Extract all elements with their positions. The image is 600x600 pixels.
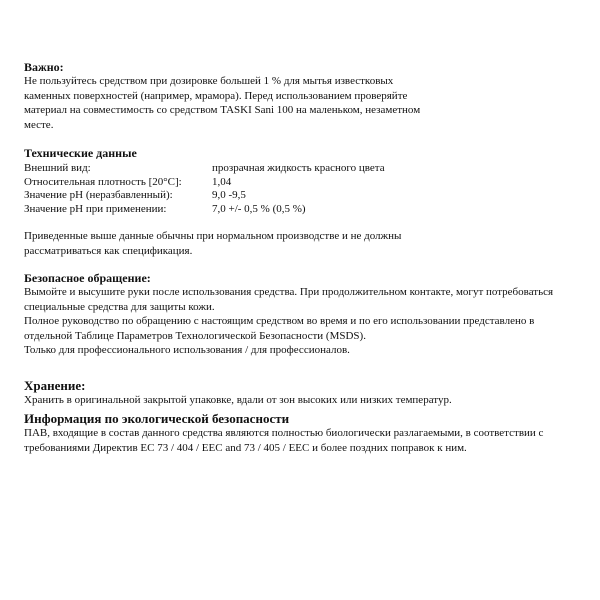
- important-line: Не пользуйтесь средством при дозировке большей 1 % для мытья известковых: [24, 75, 394, 87]
- tech-row: [24, 176, 584, 190]
- ecology-heading: Информация по экологической безопасности: [24, 411, 290, 426]
- tech-row: [24, 162, 584, 176]
- section-technical: [24, 146, 584, 258]
- tech-value: прозрачная жидкость красного цвета: [212, 162, 385, 174]
- tech-row: [24, 189, 584, 203]
- tech-label: Значение pH (неразбавленный):: [24, 189, 173, 201]
- tech-value: 1,04: [212, 175, 232, 188]
- section-safe-handling: [24, 271, 584, 358]
- safe-handling-heading: Безопасное обращение:: [24, 271, 151, 285]
- document-body: [24, 60, 584, 455]
- safe-handling-line: Только для профессионального использования / для профессионалов.: [24, 344, 350, 356]
- tech-value: 7,0 +/- 0,5 % (0,5 %): [212, 202, 306, 215]
- section-storage: [24, 378, 584, 408]
- storage-heading: Хранение:: [24, 377, 86, 393]
- ecology-line: ПАВ, входящие в состав данного средства являются полностью биологически разлагаемыми, в соответствии с: [24, 427, 544, 439]
- technical-note: [24, 229, 584, 258]
- tech-row: [24, 203, 584, 217]
- safe-handling-line: Полное руководство по обращению с настоящим средством во время и по его использовании представлено в: [24, 315, 535, 327]
- ecology-line: требованиями Директив ЕС 73 / 404 / EEC and 73 / 405 / EEC и более поздних поправок к ним.: [24, 441, 467, 454]
- section-important: [24, 60, 584, 132]
- technical-note-line: Приведенные выше данные обычны при нормальном производстве и не должны: [24, 230, 402, 242]
- storage-line: Хранить в оригинальной закрытой упаковке, вдали от зон высоких или низких температур.: [24, 393, 452, 406]
- tech-label: Внешний вид:: [24, 162, 91, 174]
- section-ecology: [24, 411, 584, 455]
- important-line: каменных поверхностей (например, мрамора). Перед использованием проверяйте: [24, 89, 408, 102]
- safe-handling-line: специальные средства для защиты кожи.: [24, 300, 215, 313]
- important-line: материал на совместимость со средством TASKI Sani 100 на маленьком, незаметном: [24, 104, 421, 116]
- tech-label: Относительная плотность [20°C]:: [24, 175, 182, 188]
- tech-label: Значение pH при применении:: [24, 202, 167, 215]
- technical-heading: Технические данные: [24, 146, 137, 160]
- tech-value: 9,0 -9,5: [212, 189, 246, 201]
- technical-note-line: рассматриваться как спецификация.: [24, 244, 193, 257]
- safe-handling-line: Вымойте и высушите руки после использования средства. При продолжительном контакте, могут потребоваться: [24, 286, 554, 298]
- important-line: месте.: [24, 118, 54, 131]
- important-heading: Важно:: [24, 60, 64, 74]
- safe-handling-line: отдельной Таблице Параметров Технологической Безопасности (MSDS).: [24, 329, 366, 342]
